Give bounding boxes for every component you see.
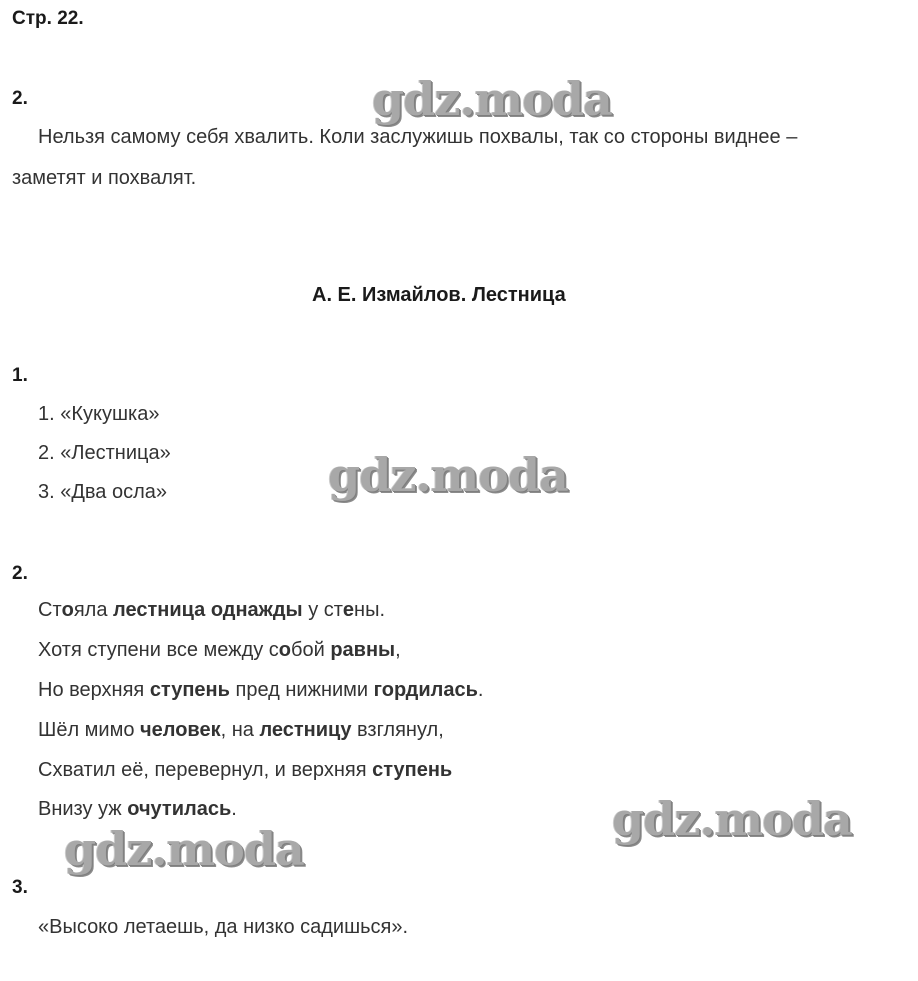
paragraph-line: заметят и похвалят.	[12, 167, 197, 189]
question-number: 2.	[12, 88, 28, 109]
poem-line	[38, 718, 444, 742]
poem-text: Шёл мимо	[38, 719, 141, 741]
emphasized-word: гордилась	[373, 679, 478, 701]
watermark-logo: gdz.moda	[372, 72, 612, 126]
question-number: 3.	[12, 877, 28, 898]
poem-text: яла	[73, 599, 114, 621]
list-item: 1. «Кукушка»	[38, 403, 160, 425]
emphasized-word: лестница однажды	[113, 599, 303, 621]
stressed-vowel: о	[61, 599, 74, 621]
watermark-logo: gdz.moda	[612, 792, 852, 846]
poem-text: Внизу уж	[38, 798, 128, 820]
poem-text: пред нижними	[229, 679, 374, 701]
poem-text: , на	[220, 719, 260, 741]
list-item: 3. «Два осла»	[38, 481, 168, 503]
watermark-logo: gdz.moda	[328, 448, 568, 502]
stressed-vowel: е	[342, 599, 355, 621]
poem-line	[38, 638, 401, 662]
poem-line	[38, 678, 483, 702]
poem-text: у ст	[302, 599, 343, 621]
question-number: 1.	[12, 365, 28, 386]
poem-text: бой	[291, 639, 331, 661]
emphasized-word: лестницу	[259, 719, 352, 741]
story-title: А. Е. Измайлов. Лестница	[312, 284, 566, 306]
poem-text: .	[231, 798, 237, 820]
poem-text: Но верхняя	[38, 679, 150, 701]
poem-text: ,	[395, 639, 401, 661]
list-item: 2. «Лестница»	[38, 442, 171, 464]
question-number: 2.	[12, 563, 28, 584]
poem-text: Ст	[38, 599, 62, 621]
emphasized-word: ступень	[149, 679, 230, 701]
poem-text: .	[477, 679, 484, 701]
emphasized-word: человек	[140, 719, 221, 741]
emphasized-word: ступень	[372, 759, 453, 781]
stressed-vowel: о	[278, 639, 292, 661]
poem-text: Хотя ступени все между с	[38, 639, 279, 661]
poem-line	[38, 758, 452, 782]
paragraph-line: Нельзя самому себя хвалить. Коли заслужишь похвалы, так со стороны виднее –	[38, 126, 798, 148]
poem-line	[38, 598, 385, 622]
page-label: Стр. 22.	[12, 8, 84, 29]
answer-text: «Высоко летаешь, да низко садишься».	[38, 916, 409, 938]
poem-text: ны.	[354, 599, 386, 621]
poem-text: Схватил её, перевернул, и верхняя	[38, 759, 373, 781]
emphasized-word: равны	[330, 639, 396, 661]
poem-text: взглянул,	[351, 719, 444, 741]
watermark-logo: gdz.moda	[64, 822, 304, 876]
poem-line	[38, 797, 237, 821]
emphasized-word: очутилась	[127, 798, 232, 820]
